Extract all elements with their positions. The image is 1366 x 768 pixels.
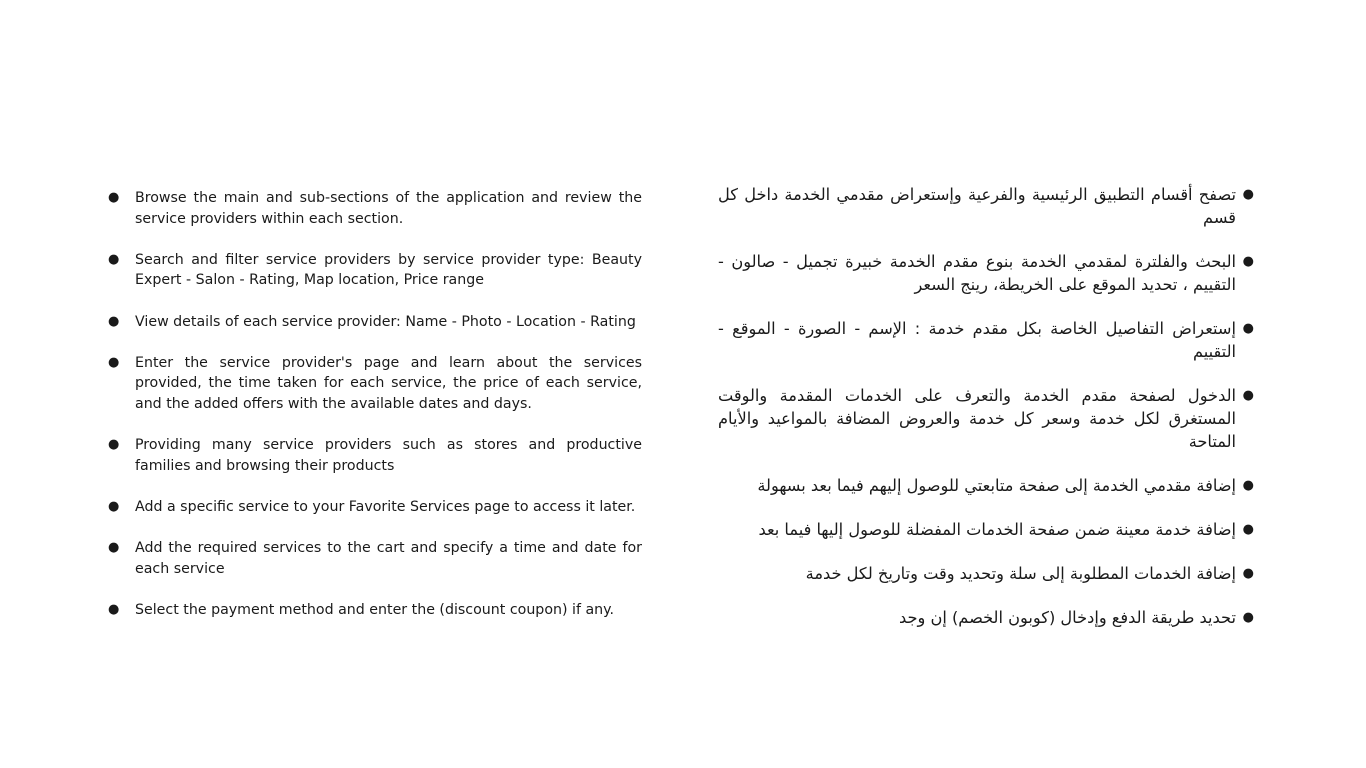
arabic-feature-text: إضافة خدمة معينة ضمن صفحة الخدمات المفضلة للوصول إليها فيما بعد <box>758 520 1236 539</box>
arabic-feature-text: إستعراض التفاصيل الخاصة بكل مقدم خدمة : الإسم - الصورة - الموقع - التقييم <box>718 319 1236 361</box>
arabic-feature-item <box>718 562 1254 585</box>
bullet-icon: ● <box>108 540 120 556</box>
bullet-icon: ● <box>108 251 120 267</box>
arabic-feature-list <box>718 183 1254 650</box>
english-feature-text: Search and filter service providers by service provider type: Beauty Expert - Salon - Rating, Map location, Price range <box>135 251 642 289</box>
arabic-feature-item <box>718 384 1254 453</box>
arabic-feature-item <box>718 606 1254 629</box>
bullet-icon: ● <box>108 354 120 370</box>
bullet-icon: ● <box>1242 388 1254 403</box>
arabic-feature-text: إضافة الخدمات المطلوبة إلى سلة وتحديد وقت وتاريخ لكل خدمة <box>805 564 1236 583</box>
arabic-feature-text: تحديد طريقة الدفع وإدخال (كوبون الخصم) إن وجد <box>898 608 1236 627</box>
arabic-feature-text: إضافة مقدمي الخدمة إلى صفحة متابعتي للوصول إليهم فيما بعد بسهولة <box>757 476 1236 495</box>
english-feature-item <box>108 600 642 621</box>
english-feature-item <box>108 435 642 476</box>
arabic-feature-text: الدخول لصفحة مقدم الخدمة والتعرف على الخدمات المقدمة والوقت المستغرق لكل خدمة وسعر كل خدمة والعروض المضافة بالمواعيد والأيام المتاحة <box>718 386 1236 451</box>
bullet-icon: ● <box>108 190 120 205</box>
english-feature-item <box>108 538 642 579</box>
arabic-feature-item <box>718 183 1254 229</box>
english-feature-item <box>108 353 642 415</box>
english-feature-item <box>108 188 642 229</box>
bullet-icon: ● <box>1242 478 1254 493</box>
english-feature-item <box>108 250 642 291</box>
bullet-icon: ● <box>1242 522 1254 537</box>
arabic-feature-item <box>718 518 1254 541</box>
english-feature-text: Browse the main and sub-sections of the application and review the service providers within each section. <box>135 190 642 227</box>
bullet-icon: ● <box>1242 254 1254 269</box>
arabic-feature-item <box>718 474 1254 497</box>
english-feature-text: Add a specific service to your Favorite Services page to access it later. <box>135 498 636 515</box>
english-feature-item <box>108 312 642 333</box>
bullet-icon: ● <box>108 601 120 617</box>
bullet-icon: ● <box>1242 610 1254 625</box>
bullet-icon: ● <box>108 313 120 329</box>
english-feature-text: View details of each service provider: Name - Photo - Location - Rating <box>135 313 636 330</box>
bullet-icon: ● <box>1242 566 1254 581</box>
bullet-icon: ● <box>108 437 120 453</box>
english-feature-text: Add the required services to the cart and specify a time and date for each service <box>135 540 642 577</box>
arabic-feature-text: تصفح أقسام التطبيق الرئيسية والفرعية وإستعراض مقدمي الخدمة داخل كل قسم <box>718 185 1236 227</box>
english-feature-list <box>108 188 642 641</box>
english-feature-item <box>108 497 642 518</box>
arabic-feature-item <box>718 250 1254 296</box>
english-feature-text: Select the payment method and enter the (discount coupon) if any. <box>135 601 615 618</box>
bullet-icon: ● <box>108 498 120 514</box>
arabic-feature-item <box>718 317 1254 363</box>
english-feature-text: Providing many service providers such as stores and productive families and browsing their products <box>135 437 642 474</box>
bullet-icon: ● <box>1242 321 1254 336</box>
arabic-feature-text: البحث والفلترة لمقدمي الخدمة بنوع مقدم الخدمة خبيرة تجميل - صالون - التقييم ، تحديد الموقع على الخريطة، رينج السعر <box>718 252 1236 294</box>
bullet-icon: ● <box>1242 187 1254 202</box>
english-feature-text: Enter the service provider's page and learn about the services provided, the time taken for each service, the price of each service, and the added offers with the available dates and days. <box>135 354 642 412</box>
